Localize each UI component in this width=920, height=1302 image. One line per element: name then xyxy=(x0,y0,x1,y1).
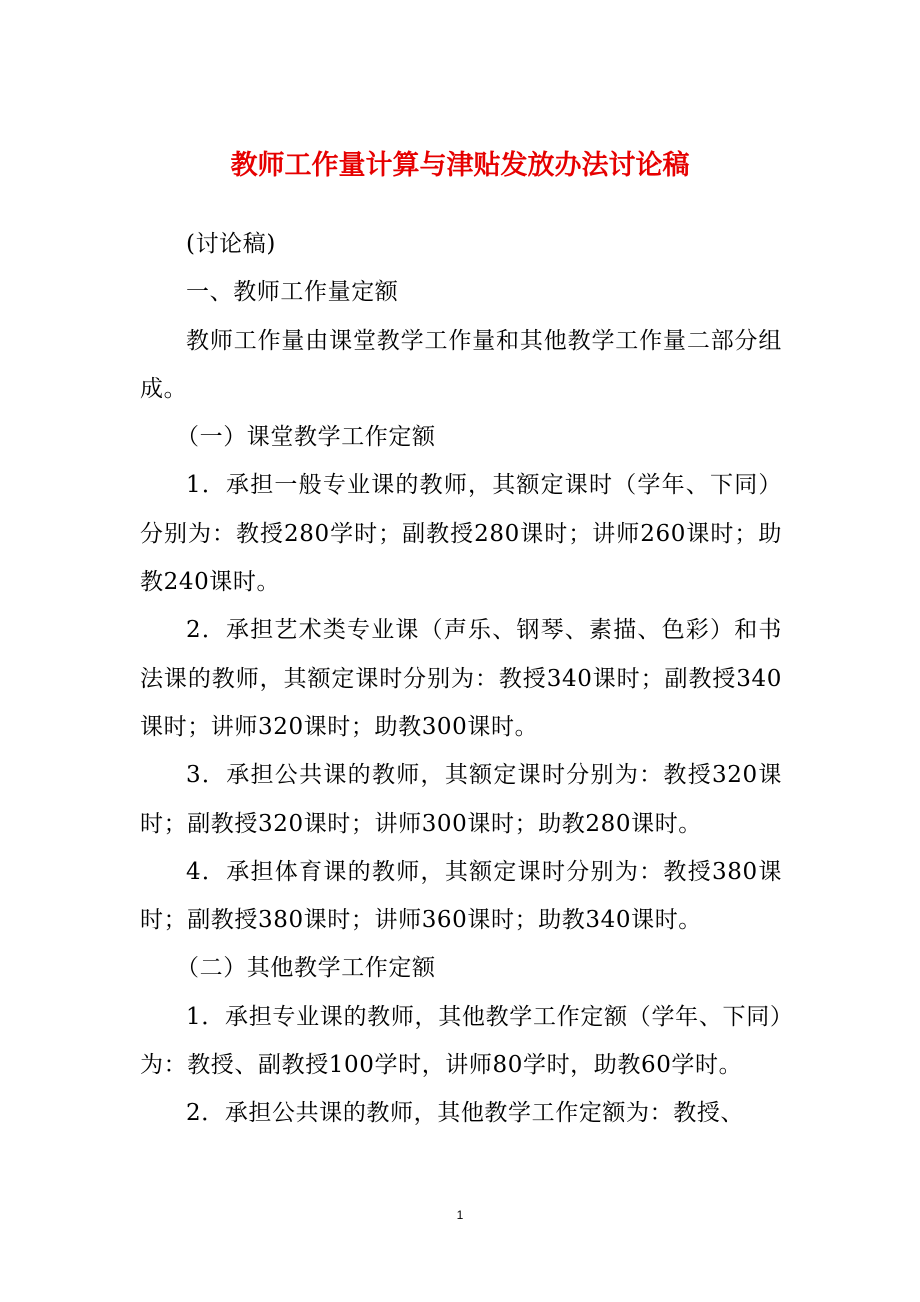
heading-subsection-1: （一）课堂教学工作定额 xyxy=(176,424,436,451)
paragraph-draft-note: (讨论稿) xyxy=(186,231,276,257)
paragraph-item-4: 4．承担体育课的教师，其额定课时分别为：教授380课时；副教授380课时；讲师360课时；助教340课时。 xyxy=(140,858,782,934)
paragraph-item-2: 2．承担艺术类专业课（声乐、钢琴、素描、色彩）和书法课的教师，其额定课时分别为：教授340课时；副教授340课时；讲师320课时；助教300课时。 xyxy=(140,617,782,740)
heading-section-1: 一、教师工作量定额 xyxy=(186,279,399,306)
paragraph-item-1: 1．承担一般专业课的教师，其额定课时（学年、下同）分别为：教授280学时；副教授280课时；讲师260课时；助教240课时。 xyxy=(140,472,782,596)
paragraph-intro: 教师工作量由课堂教学工作量和其他教学工作量二部分组成。 xyxy=(140,327,782,402)
paragraph-item-3: 3．承担公共课的教师，其额定课时分别为：教授320课时；副教授320课时；讲师300课时；助教280课时。 xyxy=(140,762,782,837)
page-number: 1 xyxy=(456,1208,464,1222)
page-title: 教师工作量计算与津贴发放办法讨论稿 xyxy=(230,150,690,181)
paragraph-other-item-2: 2．承担公共课的教师，其他教学工作定额为：教授、 xyxy=(186,1100,745,1127)
document-body xyxy=(140,220,782,1138)
paragraph-other-item-1: 1．承担专业课的教师，其他教学工作定额（学年、下同）为：教授、副教授100学时，讲师80学时，助教60学时。 xyxy=(140,1003,782,1079)
heading-subsection-2: （二）其他教学工作定额 xyxy=(176,955,436,982)
